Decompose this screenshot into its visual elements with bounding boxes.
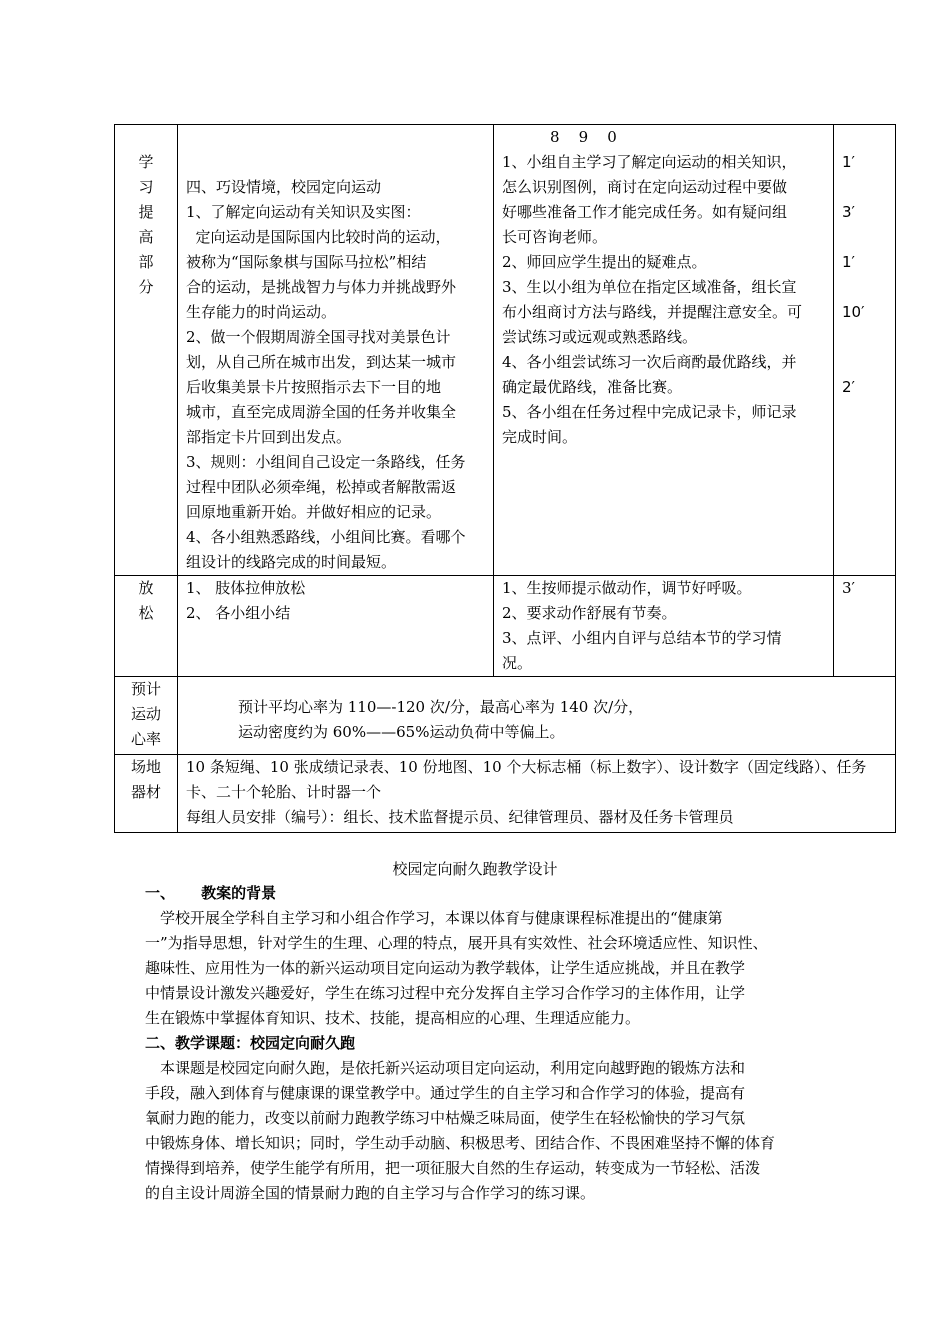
document-title: 校园定向耐久跑教学设计 xyxy=(392,860,558,878)
study-method-line: 1、小组自主学习了解定向运动的相关知识， xyxy=(502,153,797,171)
section1-line: 趣味性、应用性为一体的新兴运动项目定向运动为教学载体，让学生适应挑战，并且在教学 xyxy=(145,959,746,977)
study-content-line: 四、巧设情境，校园定向运动 xyxy=(186,178,382,196)
study-content-line: 3、规则：小组间自己设定一条路线，任务 xyxy=(186,453,466,471)
study-content-line: 2、做一个假期周游全国寻找对美景色计 xyxy=(186,328,451,346)
study-method-line: 怎么识别图例，商讨在定向运动过程中要做 xyxy=(502,178,788,196)
time-value: 1′ xyxy=(842,153,855,171)
relax-method-line: 1、生按师提示做动作，调节好呼吸。 xyxy=(502,579,752,597)
document-body xyxy=(145,881,810,1206)
time-value: 3′ xyxy=(842,579,855,597)
section1-line: 生在锻炼中掌握体育知识、技术、技能，提高相应的心理、生理适应能力。 xyxy=(145,1009,641,1027)
study-content-line: 后收集美景卡片按照指示去下一目的地 xyxy=(186,378,442,396)
time-value: 1′ xyxy=(842,253,855,271)
section1-line: 学校开展全学科自主学习和小组合作学习，本课以体育与健康课程标准提出的“健康第 xyxy=(160,909,723,927)
equip-line: 每组人员安排（编号）：组长、技术监督提示员、纪律管理员、器材及任务卡管理员 xyxy=(186,808,734,826)
study-label-char: 部 xyxy=(138,253,154,271)
section2-line: 氧耐力跑的能力，改变以前耐力跑教学练习中枯燥乏味局面，使学生在轻松愉快的学习气氛 xyxy=(145,1109,746,1127)
table-row-equipment xyxy=(115,755,896,833)
heart-label-line: 预计 xyxy=(130,680,161,698)
time-value: 10′ xyxy=(842,303,865,321)
study-content-line: 划，从自己所在城市出发，到达某一城市 xyxy=(186,353,457,371)
relax-method-cell xyxy=(494,576,834,677)
study-method-line: 好哪些准备工作才能完成任务。如有疑问组 xyxy=(502,203,788,221)
relax-content-line: 2、 各小组小结 xyxy=(186,604,291,622)
study-content-line: 被称为“国际象棋与国际马拉松”相结 xyxy=(186,253,427,271)
study-label-char: 习 xyxy=(138,178,154,196)
study-method-line: 长可咨询老师。 xyxy=(502,228,608,246)
study-content-line: 生存能力的时尚运动。 xyxy=(186,303,337,321)
study-method-line: 完成时间。 xyxy=(502,428,578,446)
equip-line: 10 条短绳、10 张成绩记录表、10 份地图、10 个大标志桶（标上数字）、设计数字（固定线路）、任务 xyxy=(186,758,867,776)
relax-time-cell xyxy=(834,576,896,677)
relax-content-line: 1、 肢体拉伸放松 xyxy=(186,579,306,597)
relax-method-line: 况。 xyxy=(502,654,533,672)
header-numbers: 8 9 0 xyxy=(550,128,617,146)
study-method-line: 4、各小组尝试练习一次后商酌最优路线，并 xyxy=(502,353,797,371)
relax-content-cell xyxy=(178,576,494,677)
study-method-cell xyxy=(494,125,834,576)
study-method-line: 确定最优路线，准备比赛。 xyxy=(502,378,683,396)
heart-line: 预计平均心率为 110—-120 次/分，最高心率为 140 次/分， xyxy=(238,698,644,716)
equip-content-cell xyxy=(178,755,896,833)
study-content-cell xyxy=(178,125,494,576)
section1-line: 一”为指导思想，针对学生的生理、心理的特点，展开具有实效性、社会环境适应性、知识性、 xyxy=(145,934,768,952)
study-method-line: 5、各小组在任务过程中完成记录卡，师记录 xyxy=(502,403,797,421)
heart-line: 运动密度约为 60%——65%运动负荷中等偏上。 xyxy=(238,723,565,741)
study-content-line: 过程中团队必须牵绳，松掉或者解散需返 xyxy=(186,478,457,496)
time-value: 3′ xyxy=(842,203,855,221)
table-row-relax xyxy=(115,576,896,677)
section2-line: 中锻炼身体、增长知识；同时，学生动手动脑、积极思考、团结合作、不畏困难坚持不懈的体育 xyxy=(145,1134,776,1152)
study-time-cell xyxy=(834,125,896,576)
study-content-line: 4、各小组熟悉路线，小组间比赛。看哪个 xyxy=(186,528,466,546)
equip-label-line: 场地 xyxy=(130,758,161,776)
study-method-line: 尝试练习或远观或熟悉路线。 xyxy=(502,328,698,346)
study-content-line: 1、了解定向运动有关知识及实图： xyxy=(186,203,421,221)
lesson-plan-table xyxy=(114,124,896,833)
study-label-char: 高 xyxy=(138,228,154,246)
section2-heading: 二、教学课题：校园定向耐久跑 xyxy=(145,1034,356,1052)
table-row-study xyxy=(115,125,896,576)
table-row-heart xyxy=(115,677,896,755)
relax-method-line: 2、要求动作舒展有节奏。 xyxy=(502,604,677,622)
equip-label-cell xyxy=(115,755,178,833)
study-content-line: 部指定卡片回到出发点。 xyxy=(186,428,352,446)
study-label-char: 学 xyxy=(138,153,154,171)
heart-label-line: 运动 xyxy=(130,705,161,723)
section2-line: 手段，融入到体育与健康课的课堂教学中。通过学生的自主学习和合作学习的体验，提高有 xyxy=(145,1084,746,1102)
equip-label-line: 器材 xyxy=(130,783,161,801)
section2-line: 的自主设计周游全国的情景耐力跑的自主学习与合作学习的练习课。 xyxy=(145,1184,596,1202)
relax-label-char: 松 xyxy=(138,604,154,622)
study-content-line: 定向运动是国际国内比较时尚的运动， xyxy=(186,228,451,246)
relax-label-cell xyxy=(115,576,178,677)
relax-method-line: 3、点评、小组内自评与总结本节的学习情 xyxy=(502,629,782,647)
relax-label-char: 放 xyxy=(138,579,154,597)
study-label-cell xyxy=(115,125,178,576)
section2-line: 情操得到培养，使学生能学有所用，把一项征服大自然的生存运动，转变成为一节轻松、活泼 xyxy=(145,1159,761,1177)
study-content-line: 合的运动，是挑战智力与体力并挑战野外 xyxy=(186,278,457,296)
section2-line: 本课题是校园定向耐久跑，是依托新兴运动项目定向运动，利用定向越野跑的锻炼方法和 xyxy=(160,1059,746,1077)
study-label-char: 提 xyxy=(138,203,154,221)
study-label-char: 分 xyxy=(138,278,154,296)
heart-label-line: 心率 xyxy=(130,730,161,748)
study-method-line: 布小组商讨方法与路线，并提醒注意安全。可 xyxy=(502,303,803,321)
heart-content-cell xyxy=(178,677,896,755)
study-content-line: 组设计的线路完成的时间最短。 xyxy=(186,553,397,571)
study-content-line: 城市，直至完成周游全国的任务并收集全 xyxy=(186,403,457,421)
section1-line: 中情景设计激发兴趣爱好，学生在练习过程中充分发挥自主学习合作学习的主体作用，让学 xyxy=(145,984,746,1002)
study-method-line: 3、生以小组为单位在指定区域准备，组长宣 xyxy=(502,278,797,296)
time-value: 2′ xyxy=(842,378,855,396)
section1-heading: 一、 教案的背景 xyxy=(145,884,277,902)
study-method-line: 2、师回应学生提出的疑难点。 xyxy=(502,253,707,271)
study-content-line: 回原地重新开始。并做好相应的记录。 xyxy=(186,503,442,521)
heart-label-cell xyxy=(115,677,178,755)
equip-line: 卡、二十个轮胎、计时器一个 xyxy=(186,783,382,801)
